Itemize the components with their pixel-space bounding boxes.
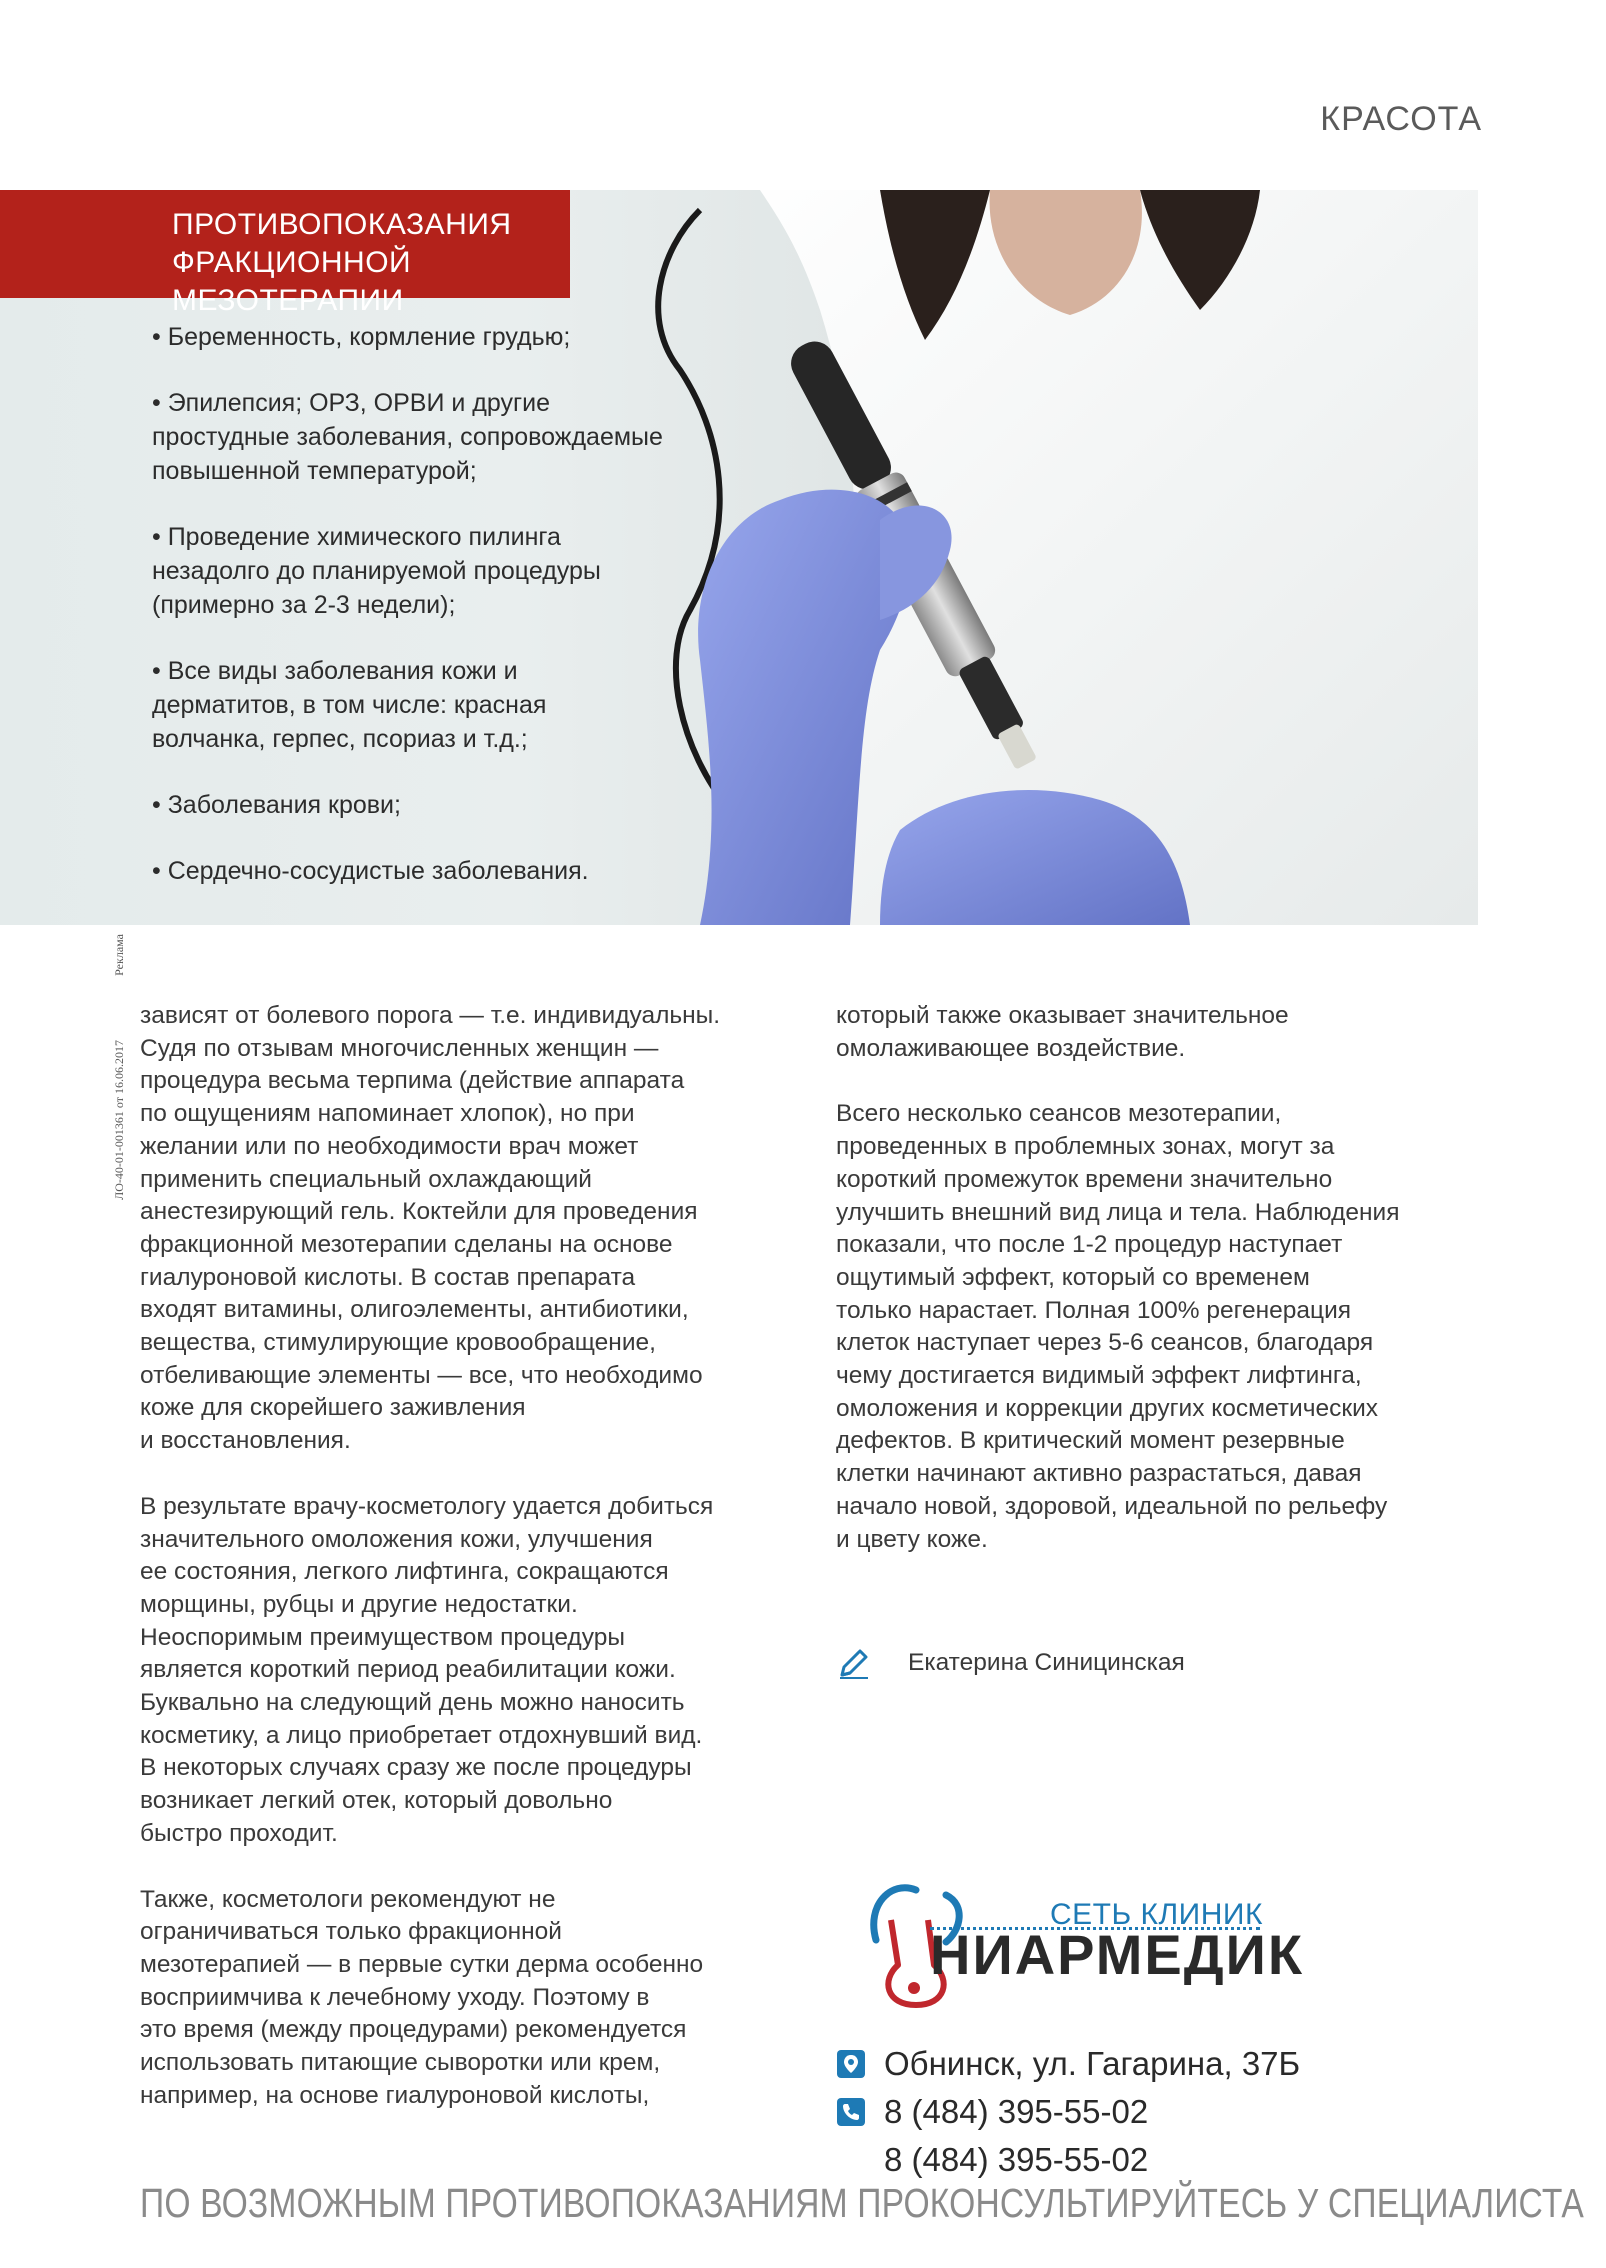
contraindication-item xyxy=(152,386,772,488)
author-byline xyxy=(836,1645,1185,1681)
contraindication-item xyxy=(152,520,772,622)
clinic-phone-2[interactable]: 8 (484) 395-55-02 xyxy=(884,2141,1149,2178)
contraindication-text: Все виды заболевания кожи и дерматитов, в том числе: красная волчанка, герпес, псориаз и т.д.; xyxy=(152,657,547,753)
article-paragraph: Также, косметологи рекомендуют не ограничиваться только фракционной мезотерапией — в первые сутки дерма особенно восприимчива к лечебному уходу. Поэтому в это время (между процедурами) рекомендуется использовать питающие сыворотки или крем, например, на основе гиалуроновой кислоты, xyxy=(140,1885,704,2109)
address-row xyxy=(836,2040,1300,2088)
article-column-left xyxy=(140,1000,800,2146)
hero-title xyxy=(0,190,570,317)
clinic-contacts xyxy=(836,2040,1300,2184)
article-paragraph: В результате врачу-косметологу удается добиться значительного омоложения кожи, улучшения ее состояния, легкого лифтинга, сокращаются морщины, рубцы и другие недостатки. Неоспоримым преимуществом процедуры является короткий период реабилитации кожи. Буквально на следующий день можно наносить косметику, а лицо приобретает отдохнувший вид. В некоторых случаях сразу же после процедуры возникает легкий отек, который довольно быстро проходит. xyxy=(140,1492,714,1847)
clinic-address: Обнинск, ул. Гагарина, 37Б xyxy=(884,2045,1301,2082)
consultation-disclaimer: ПО ВОЗМОЖНЫМ ПРОТИВОПОКАЗАНИЯМ ПРОКОНСУЛЬТИРУЙТЕСЬ У СПЕЦИАЛИСТА xyxy=(140,2180,1585,2226)
contraindication-item xyxy=(152,320,772,354)
hero-title-line2: ФРАКЦИОННОЙ МЕЗОТЕРАПИИ xyxy=(172,246,412,317)
clinic-name: НИАРМЕДИК xyxy=(930,1923,1305,1986)
contraindication-text: Сердечно-сосудистые заболевания. xyxy=(167,857,589,885)
contraindication-item xyxy=(152,654,772,756)
contraindication-item xyxy=(152,788,772,822)
contraindication-text: Заболевания крови; xyxy=(167,791,401,819)
article-column-right xyxy=(836,1000,1476,1589)
pencil-icon xyxy=(836,1645,872,1681)
phone-icon xyxy=(836,2097,866,2127)
contraindication-text: Беременность, кормление грудью; xyxy=(167,323,571,351)
article-paragraph: зависят от болевого порога — т.е. индивидуальны. Судя по отзывам многочисленных женщин — процедура весьма терпима (действие аппарата по ощущениям напоминает хлопок), но при желании или по необходимости врач может применить специальный охлаждающий анестезирующий гель. Коктейли для проведения фракционной мезотерапии сделаны на основе гиалуроновой кислоты. В состав препарата входят витамины, олигоэлементы, антибиотики, вещества, стимулирующие кровообращение, отбеливающие элементы — все, что необходимо коже для скорейшего заживления и восстановления. xyxy=(140,1002,721,1455)
clinic-phone-1[interactable]: 8 (484) 395-55-02 xyxy=(884,2093,1149,2130)
author-name: Екатерина Синицинская xyxy=(908,1649,1185,1676)
phone-row xyxy=(836,2136,1300,2184)
phone-row xyxy=(836,2088,1300,2136)
section-label: КРАСОТА xyxy=(1320,100,1482,138)
ad-label: Реклама xyxy=(112,934,126,976)
contraindication-list xyxy=(152,320,772,920)
hero-banner xyxy=(0,190,1478,925)
clinic-network-label: СЕТЬ КЛИНИК xyxy=(1050,1898,1263,1931)
phone-spacer xyxy=(836,2145,866,2175)
article-paragraph: который также оказывает значительное омолаживающее воздействие. xyxy=(836,1002,1289,1062)
location-pin-icon xyxy=(836,2049,866,2079)
hero-title-line1: ПРОТИВОПОКАЗАНИЯ xyxy=(172,208,512,241)
contraindication-item xyxy=(152,854,772,888)
contraindication-text: Эпилепсия; ОРЗ, ОРВИ и другие простудные заболевания, сопровождаемые повышенной температурой; xyxy=(152,389,663,485)
license-number: ЛО-40-01-001361 от 16.06.2017 xyxy=(112,1040,126,1200)
contraindication-text: Проведение химического пилинга незадолго до планируемой процедуры (примерно за 2-3 недели); xyxy=(152,523,601,619)
article-paragraph: Всего несколько сеансов мезотерапии, проведенных в проблемных зонах, могут за короткий промежуток времени значительно улучшить внешний вид лица и тела. Наблюдения показали, что после 1-2 процедур наступает ощутимый эффект, который со временем только нарастает. Полная 100% регенерация клеток наступает через 5-6 сеансов, благодаря чему достигается видимый эффект лифтинга, омоложения и коррекции других косметических дефектов. В критический момент резервные клетки начинают активно разрастаться, давая начало новой, здоровой, идеальной по рельефу и цвету коже. xyxy=(836,1100,1400,1553)
